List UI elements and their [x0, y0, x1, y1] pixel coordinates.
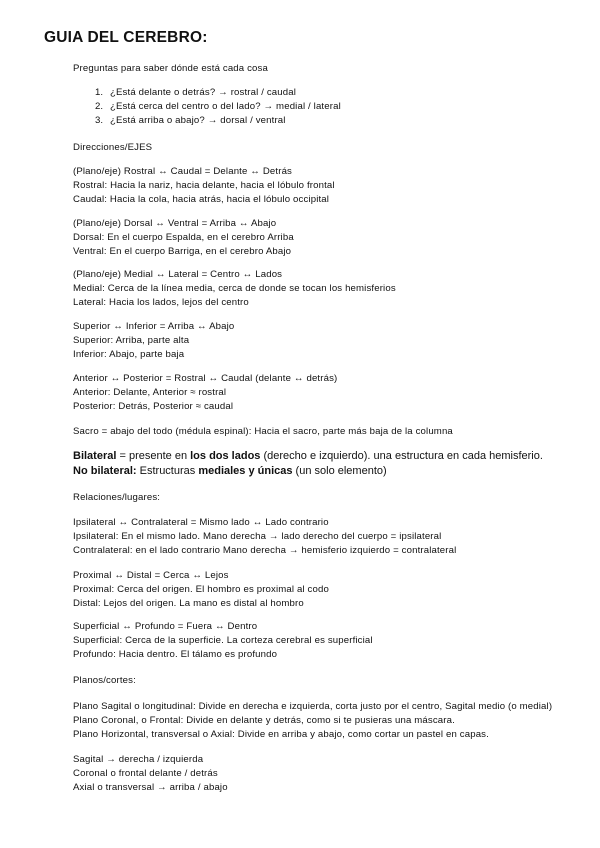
question-number: 3. [94, 115, 103, 126]
relation-term: Proximal: Cerca del origen. El hombro es proximal al codo [73, 584, 329, 595]
bilateral-emphasis: los dos lados [190, 450, 261, 462]
axis-term: Ventral: En el cuerpo Barriga, en el cerebro Abajo [73, 246, 292, 257]
summary-item: Coronal o frontal delante / detrás [73, 768, 218, 779]
question-item: ¿Está cerca del centro o del lado? → medial / lateral [110, 101, 341, 112]
relation-definition: Ipsilateral ↔ Contralateral = Mismo lado ↔ Lado contrario [73, 517, 329, 528]
summary-item: Axial o transversal → arriba / abajo [73, 782, 228, 793]
plane-item: Plano Horizontal, transversal o Axial: Divide en arriba y abajo, como cortar un pastel en capas. [73, 729, 489, 740]
page-title: GUIA DEL CEREBRO: [44, 29, 208, 46]
planes-heading: Planos/cortes: [73, 675, 136, 686]
relations-heading: Relaciones/lugares: [73, 492, 161, 503]
bilateral-text: = presente en [116, 450, 191, 462]
no-bilateral-emphasis: mediales y únicas [198, 465, 293, 477]
axis-definition: (Plano/eje) Medial ↔ Lateral = Centro ↔ Lados [73, 269, 283, 280]
sacro-line: Sacro = abajo del todo (médula espinal): Hacia el sacro, parte más baja de la columna [73, 426, 453, 437]
relation-term: Distal: Lejos del origen. La mano es distal al hombro [73, 598, 304, 609]
relation-term: Contralateral: en el lado contrario Mano derecha → hemisferio izquierdo = contralateral [73, 545, 457, 556]
directions-heading: Direcciones/EJES [73, 142, 153, 153]
summary-item: Sagital → derecha / izquierda [73, 754, 204, 765]
question-item: ¿Está delante o detrás? → rostral / caudal [110, 87, 297, 98]
no-bilateral-text: Estructuras [136, 465, 199, 477]
no-bilateral-line [73, 464, 387, 478]
axis-term: Inferior: Abajo, parte baja [73, 349, 185, 360]
axis-term: Lateral: Hacia los lados, lejos del centro [73, 297, 249, 308]
relation-term: Superficial: Cerca de la superficie. La corteza cerebral es superficial [73, 635, 373, 646]
axis-term: Dorsal: En el cuerpo Espalda, en el cerebro Arriba [73, 232, 294, 243]
axis-term: Superior: Arriba, parte alta [73, 335, 190, 346]
relation-term: Ipsilateral: En el mismo lado. Mano derecha → lado derecho del cuerpo = ipsilateral [73, 531, 442, 542]
axis-term: Caudal: Hacia la cola, hacia atrás, hacia el lóbulo occipital [73, 194, 330, 205]
axis-term: Posterior: Detrás, Posterior ≈ caudal [73, 401, 234, 412]
question-number: 2. [94, 101, 103, 112]
axis-definition: Anterior ↔ Posterior = Rostral ↔ Caudal (delante ↔ detrás) [73, 373, 338, 384]
bilateral-text: (derecho e izquierdo). una estructura en cada hemisferio. [260, 450, 543, 462]
no-bilateral-text: (un solo elemento) [292, 465, 387, 477]
plane-item: Plano Coronal, o Frontal: Divide en delante y detrás, como si te pusieras una máscara. [73, 715, 455, 726]
axis-definition: (Plano/eje) Dorsal ↔ Ventral = Arriba ↔ Abajo [73, 218, 277, 229]
bilateral-label: Bilateral [73, 450, 117, 462]
relation-term: Profundo: Hacia dentro. El tálamo es profundo [73, 649, 278, 660]
bilateral-line [73, 449, 543, 463]
axis-term: Anterior: Delante, Anterior ≈ rostral [73, 387, 227, 398]
question-item: ¿Está arriba o abajo? → dorsal / ventral [110, 115, 286, 126]
no-bilateral-label: No bilateral: [73, 465, 137, 477]
axis-term: Medial: Cerca de la línea media, cerca de donde se tocan los hemisferios [73, 283, 396, 294]
relation-definition: Superficial ↔ Profundo = Fuera ↔ Dentro [73, 621, 258, 632]
question-number: 1. [94, 87, 103, 98]
axis-definition: Superior ↔ Inferior = Arriba ↔ Abajo [73, 321, 235, 332]
plane-item: Plano Sagital o longitudinal: Divide en derecha e izquierda, corta justo por el centro, Sagital medio (o medial) [73, 701, 553, 712]
intro-text: Preguntas para saber dónde está cada cosa [73, 63, 268, 74]
relation-definition: Proximal ↔ Distal = Cerca ↔ Lejos [73, 570, 229, 581]
axis-definition: (Plano/eje) Rostral ↔ Caudal = Delante ↔ Detrás [73, 166, 293, 177]
axis-term: Rostral: Hacia la nariz, hacia delante, hacia el lóbulo frontal [73, 180, 335, 191]
